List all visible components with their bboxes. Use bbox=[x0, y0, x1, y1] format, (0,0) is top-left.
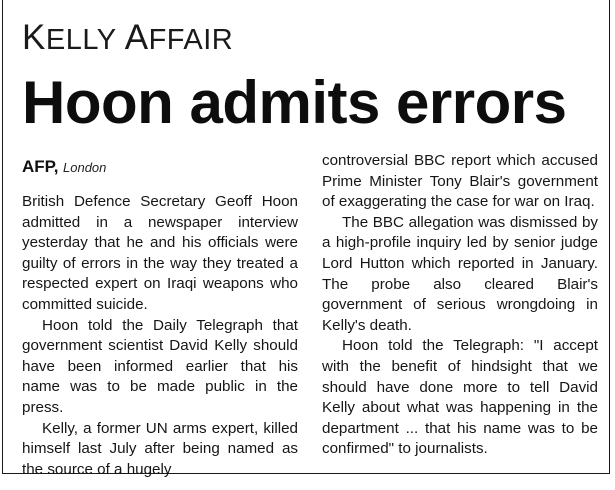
right-border-rule bbox=[609, 0, 610, 474]
paragraph: Hoon told the Daily Telegraph that government scientist David Kelly should have been informed earlier that his name was to be made public in the press. bbox=[22, 316, 298, 416]
byline bbox=[22, 157, 106, 177]
paragraph: The BBC allegation was dismissed by a high-profile inquiry led by senior judge Lord Hutton which reported in January. The probe also cleared Blair's government of serious wrongdoing in Kelly's death. bbox=[322, 213, 598, 334]
paragraph: controversial BBC report which accused Prime Minister Tony Blair's government of exaggerating the case for war on Iraq. bbox=[322, 152, 598, 211]
byline-location: London bbox=[63, 160, 107, 175]
headline: Hoon admits errors bbox=[22, 69, 567, 136]
left-column bbox=[22, 192, 298, 480]
right-column bbox=[322, 151, 598, 460]
left-border-rule bbox=[2, 0, 3, 474]
section-kicker: KELLY AFFAIR bbox=[22, 18, 234, 57]
byline-agency: AFP, bbox=[22, 157, 59, 176]
paragraph: British Defence Secretary Geoff Hoon admitted in a newspaper interview yesterday that he and his officials were guilty of errors in the way they treated a respected expert on Iraqi weapons who committed suicide. bbox=[22, 193, 298, 313]
paragraph: Hoon told the Telegraph: "I accept with the benefit of hindsight that we should have done more to tell David Kelly about what was happening in the department ... that his name was to be confirmed" to journalists. bbox=[322, 337, 598, 458]
paragraph: Kelly, a former UN arms expert, killed himself last July after being named as the source of a hugely bbox=[22, 419, 298, 478]
